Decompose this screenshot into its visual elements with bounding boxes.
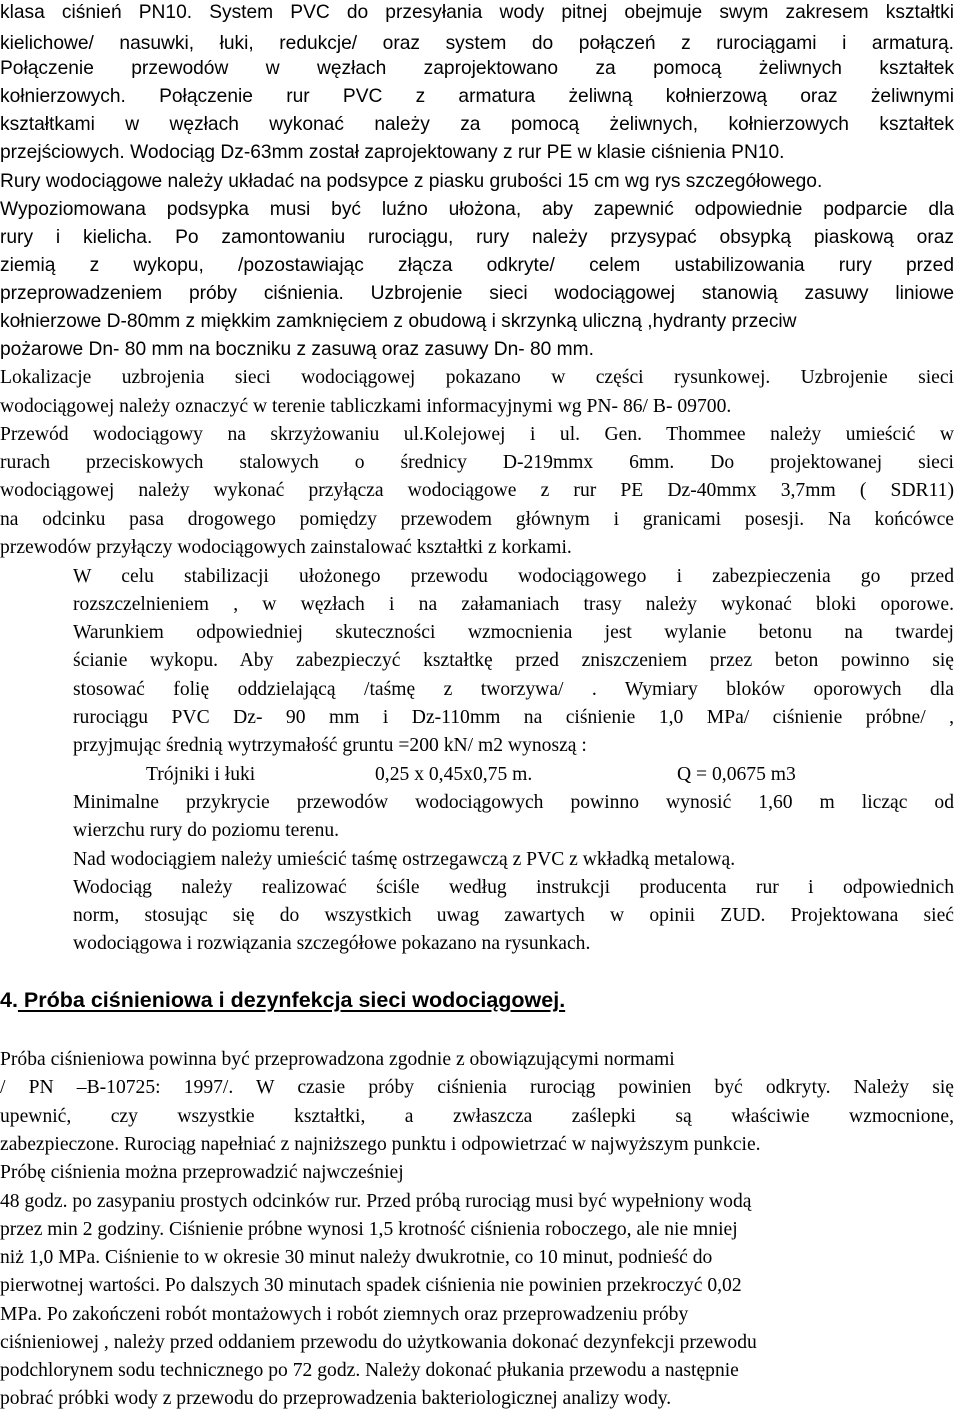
text-line: 48 godz. po zasypaniu prostych odcinków rur. Przed próbą rurociąg musi być wypełniony wodą xyxy=(0,1191,752,1212)
text-line: Połączenie przewodów w węzłach zaprojektowano za pomocą żeliwnych kształtek xyxy=(0,58,954,79)
text-line: upewnić, czy wszystkie kształtki, a zwłaszcza zaślepki są właściwie wzmocnione, xyxy=(0,1106,954,1127)
text-line: ziemią z wykopu, /pozostawiając złącza odkryte/ celem ustabilizowania rury przed xyxy=(0,255,954,276)
text-line: wierzchu rury do poziomu terenu. xyxy=(73,820,340,841)
text-line: rurach przeciskowych stalowych o średnicy D-219mmx 6mm. Do projektowanej sieci xyxy=(0,452,954,473)
section-heading xyxy=(0,990,565,1012)
text-line: przyjmując średnią wytrzymałość gruntu =200 kN/ m2 wynoszą : xyxy=(73,735,587,756)
text-line: Próbę ciśnienia można przeprowadzić najwcześniej xyxy=(0,1162,404,1183)
text-line: kielichowe/ nasuwki, łuki, redukcje/ oraz system do połączeń z rurociągami i armaturą. xyxy=(0,33,954,54)
text-line: / PN –B-10725: 1997/. W czasie próby ciśnienia rurociąg powinien być odkryty. Należy się xyxy=(0,1077,954,1098)
section-number: 4. xyxy=(0,988,18,1012)
text-line-part: kołnierzowych. Połączenie rur PVC z armatura żeliwną kołnierzową oraz żeliwnymi xyxy=(0,86,954,107)
text-line: przejściowych. Wodociąg Dz-63mm został zaprojektowany z rur PE w klasie ciśnienia PN10. xyxy=(0,142,785,163)
text-line: rury i kielicha. Po zamontowaniu rurociągu, rury należy przysypać obsypką piaskową oraz xyxy=(0,227,954,248)
text-line: kołnierzowe D-80mm z miękkim zamknięciem z obudową i skrzynką uliczną ,hydranty przeciw xyxy=(0,311,797,332)
fitting-type: Trójniki i łuki xyxy=(146,764,256,785)
text-line: podchlorynem sodu technicznego po 72 godz. Należy dokonać płukania przewodu a następnie xyxy=(0,1360,739,1381)
text-line: ciśnieniowej , należy przed oddaniem przewodu do użytkowania dokonać dezynfekcji przewodu xyxy=(0,1332,757,1353)
section-title: Próba ciśnieniowa i dezynfekcja sieci wodociągowej. xyxy=(17,988,566,1012)
text-line: ścianie wykopu. Aby zabezpieczyć kształtkę przed zniszczeniem przez beton powinno się xyxy=(73,650,954,671)
text-line: Przewód wodociągowy na skrzyżowaniu ul.Kolejowej i ul. Gen. Thommee należy umieścić w xyxy=(0,424,954,445)
text-line: przez min 2 godziny. Ciśnienie próbne wynosi 1,5 krotność ciśnienia roboczego, ale nie mniej xyxy=(0,1219,738,1240)
text-line: pierwotnej wartości. Po dalszych 30 minutach spadek ciśnienia nie powinien przekroczyć 0,02 xyxy=(0,1275,742,1296)
text-line: Nad wodociągiem należy umieścić taśmę ostrzegawczą z PVC z wkładką metalową. xyxy=(73,849,736,870)
text-line: Wodociąg należy realizować ściśle według instrukcji producenta rur i odpowiednich xyxy=(73,877,954,898)
text-line: zabezpieczone. Rurociąg napełniać z najniższego punktu i odpowietrzać w najwyższym punkcie. xyxy=(0,1134,761,1155)
text-line: klasa ciśnień PN10. System PVC do przesyłania wody pitnej obejmuje swym zakresem kształtki xyxy=(0,2,954,23)
text-line: Rury wodociągowe należy układać na podsypce z piasku grubości 15 cm wg rys szczegółowego. xyxy=(0,171,823,192)
text-line: wodociągowej należy wykonać przyłącza wodociągowe z rur PE Dz-40mmx 3,7mm ( SDR11) xyxy=(0,480,954,501)
text-line: wodociągowej należy oznaczyć w terenie tabliczkami informacyjnymi wg PN- 86/ B- 09700. xyxy=(0,396,732,417)
text-line: stosować folię oddzielającą /taśmę z tworzywa/ . Wymiary bloków oporowych dla xyxy=(73,679,954,700)
text-line: W celu stabilizacji ułożonego przewodu wodociągowego i zabezpieczenia go przed xyxy=(73,566,954,587)
text-line: MPa. Po zakończeni robót montażowych i robót ziemnych oraz przeprowadzeniu próby xyxy=(0,1304,689,1325)
text-line: niż 1,0 MPa. Ciśnienie to w okresie 30 minut należy dwukrotnie, co 10 minut, podnieść do xyxy=(0,1247,713,1268)
block-dimensions: 0,25 x 0,45x0,75 m. xyxy=(375,764,533,785)
text-line: wodociągowa i rozwiązania szczegółowe pokazano na rysunkach. xyxy=(73,933,591,954)
text-line: Próba ciśnieniowa powinna być przeprowadzona zgodnie z obowiązującymi normami xyxy=(0,1049,675,1070)
text-line: Lokalizacje uzbrojenia sieci wodociągowej pokazano w części rysunkowej. Uzbrojenie sieci xyxy=(0,367,954,388)
text-line: pobrać próbki wody z przewodu do przeprowadzenia bakteriologicznej analizy wody. xyxy=(0,1388,672,1409)
text-line: Minimalne przykrycie przewodów wodociągowych powinno wynosić 1,60 m licząc od xyxy=(73,792,954,813)
text-line: rurociągu PVC Dz- 90 mm i Dz-110mm na ciśnienie 1,0 MPa/ ciśnienie próbne/ , xyxy=(73,707,954,728)
text-line: Wypoziomowana podsypka musi być luźno ułożona, aby zapewnić odpowiednie podparcie dla xyxy=(0,199,954,220)
text-line: Warunkiem odpowiedniej skuteczności wzmocnienia jest wylanie betonu na twardej xyxy=(73,622,954,643)
text-line: przewodów przyłączy wodociągowych zainstalować kształtki z korkami. xyxy=(0,537,572,558)
text-line xyxy=(0,87,954,106)
block-volume: Q = 0,0675 m3 xyxy=(677,764,796,785)
text-line: przeprowadzeniem próby ciśnienia. Uzbrojenie sieci wodociągowej stanowią zasuwy liniowe xyxy=(0,283,954,304)
text-line: rozszczelnieniem , w węzłach i na załamaniach trasy należy wykonać bloki oporowe. xyxy=(73,594,954,615)
text-line: na odcinku pasa drogowego pomiędzy przewodem głównym i granicami posesji. Na końcówce xyxy=(0,509,954,530)
text-line: kształtkami w węzłach wykonać należy za pomocą żeliwnych, kołnierzowych kształtek xyxy=(0,114,954,135)
text-line: pożarowe Dn- 80 mm na boczniku z zasuwą oraz zasuwy Dn- 80 mm. xyxy=(0,339,594,360)
text-line: norm, stosując się do wszystkich uwag zawartych w opinii ZUD. Projektowana sieć xyxy=(73,905,954,926)
